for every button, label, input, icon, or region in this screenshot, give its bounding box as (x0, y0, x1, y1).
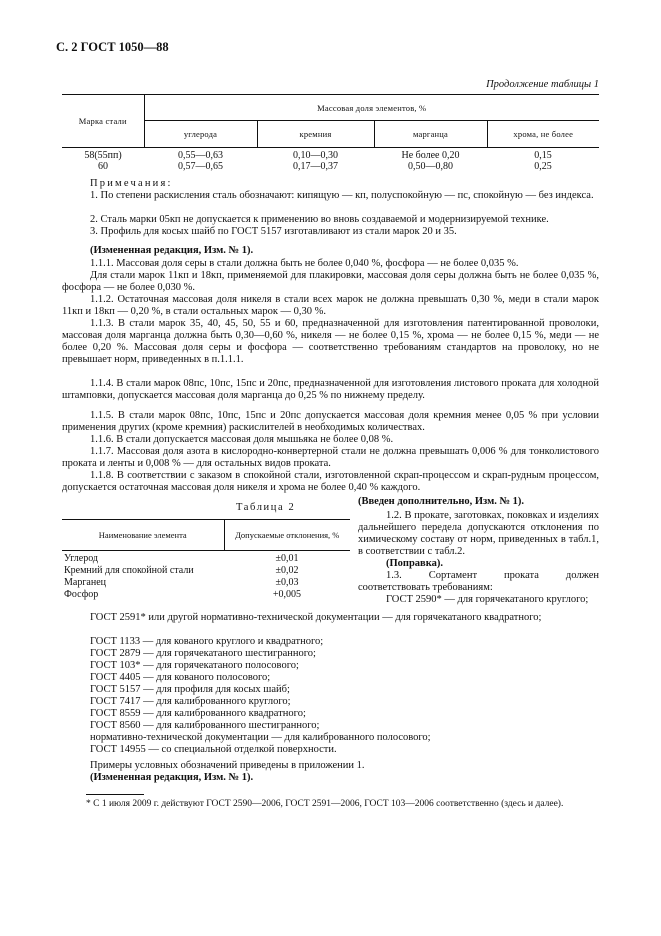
table-cell: +0,005 (272, 589, 302, 600)
table-1-header-manganese: марганца (374, 121, 487, 148)
table-1-header-group: Массовая доля элементов, % (144, 95, 599, 121)
clause-1-1-1: 1.1.1. Массовая доля серы в стали должна быть не более 0,040 %, фосфора — не более 0,035 %. (90, 258, 519, 269)
list-item: ГОСТ 103* — для горячекатаного полосового; (90, 660, 299, 671)
table-cell: 0,57—0,65 (178, 161, 223, 172)
table-cell: 0,17—0,37 (293, 161, 338, 172)
table-1-header-silicon: кремния (257, 121, 374, 148)
table-1-header-grade: Марка стали (62, 95, 144, 148)
table-row (62, 589, 350, 601)
note-1: 1. По степени раскисления сталь обозначают: кипящую — кп, полуспокойную — пс, спокойную — без индекса. (90, 190, 594, 201)
list-item: ГОСТ 2879 — для горячекатаного шестигранного; (90, 648, 316, 659)
table-cell: Углерод (64, 553, 99, 564)
table-row (62, 161, 599, 172)
table-cell: 60 (98, 161, 108, 172)
gost-2590-item: ГОСТ 2590* — для горячекатаного круглого; (386, 594, 589, 605)
footnote-divider (86, 794, 144, 795)
list-item: ГОСТ 7417 — для калиброванного круглого; (90, 696, 291, 707)
footnote: * С 1 июля 2009 г. действуют ГОСТ 2590—2006, ГОСТ 2591—2006, ГОСТ 103—2006 соответственно (здесь и далее). (86, 799, 564, 809)
gost-2591-item: ГОСТ 2591* или другой нормативно-технической документации — для горячекатаного квадратного; (90, 612, 542, 623)
table-row (62, 551, 350, 566)
notes-title: Примечания: (90, 178, 173, 189)
list-item: ГОСТ 1133 — для кованого круглого и квадратного; (90, 636, 324, 647)
revision-note: (Измененная редакция, Изм. № 1). (90, 245, 254, 256)
table-row (62, 148, 599, 162)
clause-1-1-4: 1.1.4. В стали марок 08пс, 10пс, 15пс и 20пс, предназначенной для изготовления листового проката для холодной штамповки, допускается массовая доля марганца до 0,25 % по нижнему пределу. (62, 378, 599, 401)
table-continuation-caption: Продолжение таблицы 1 (486, 79, 599, 90)
list-item: ГОСТ 8560 — для калиброванного шестигранного; (90, 720, 320, 731)
list-item: нормативно-технической документации — для калиброванного полосового; (90, 732, 431, 743)
clause-1-3: 1.3. Сортамент проката должен соответствовать требованиям: (358, 570, 599, 593)
table-2 (62, 519, 350, 601)
table-cell: Фосфор (64, 589, 99, 600)
clause-1-1-3: 1.1.3. В стали марок 35, 40, 45, 50, 55 и 60, предназначенной для изготовления патентированной проволоки, массовая доля марганца должна быть 0,30—0,60 %, никеля — не более 0,15 %, хрома — не более 0,15 %, меди — не более 0,20 %. Массовая доля серы и фосфора — соответственно требованиям стандартов на проволоку, но не превышает норм, приведенных в п.1.1.1. (62, 318, 599, 365)
table-1-header-chromium: хрома, не более (487, 121, 599, 148)
list-item: ГОСТ 5157 — для профиля для косых шайб; (90, 684, 290, 695)
clause-1-1-1-b: Для стали марок 11кп и 18кп, применяемой для плакировки, массовая доля серы должна быть не более 0,035 %, фосфора — не более 0,030 %. (62, 270, 599, 293)
table-cell: 58(55пп) (84, 150, 122, 161)
revision-note-2: (Измененная редакция, Изм. № 1). (90, 772, 254, 783)
clause-1-1-7: 1.1.7. Массовая доля азота в кислородно-конвертерной стали не должна превышать 0,006 % для тонколистового проката и ленты и 0,008 % — для остальных видов проката. (62, 446, 599, 469)
table-cell: 0,50—0,80 (408, 161, 453, 172)
table-cell: 0,15 (534, 150, 552, 161)
note-2: 2. Сталь марки 05кп не допускается к применению во вновь создаваемой и модернизируемой технике. (90, 214, 549, 225)
clause-1-1-5: 1.1.5. В стали марок 08пс, 10пс, 15пс и 20пс допускается массовая доля кремния менее 0,05 % при условии применения других (кроме кремния) раскислителей в необходимых количествах. (62, 410, 599, 433)
table-cell: Кремний для спокойной стали (64, 565, 194, 576)
table-cell: 0,25 (534, 161, 552, 172)
clause-1-1-2: 1.1.2. Остаточная массовая доля никеля в стали всех марок не должна превышать 0,30 %, меди в стали марок 11кп и 18кп — 0,20 %, в стали остальных марок — 0,30 %. (62, 294, 599, 317)
table-row (62, 577, 350, 589)
table-2-label: Таблица 2 (236, 502, 296, 513)
added-note: (Введен дополнительно, Изм. № 1). (358, 496, 525, 507)
table-cell: Не более 0,20 (401, 150, 460, 161)
list-item: ГОСТ 8559 — для калиброванного квадратного; (90, 708, 306, 719)
page-header: С. 2 ГОСТ 1050—88 (56, 40, 169, 54)
table-cell: ±0,02 (275, 565, 299, 576)
list-item: ГОСТ 14955 — со специальной отделкой поверхности. (90, 744, 337, 755)
table-1 (62, 94, 599, 172)
table-2-header-element: Наименование элемента (62, 520, 224, 551)
correction-note: (Поправка). (386, 558, 443, 569)
table-cell: 0,55—0,63 (178, 150, 223, 161)
clause-1-1-6: 1.1.6. В стали допускается массовая доля мышьяка не более 0,08 %. (90, 434, 394, 445)
table-cell: Марганец (64, 577, 107, 588)
list-item: Примеры условных обозначений приведены в приложении 1. (90, 760, 365, 771)
clause-1-1-8: 1.1.8. В соответствии с заказом в спокойной стали, изготовленной скрап-процессом и скрап-рудным процессом, допускается остаточная массовая доля никеля и хрома не более 0,40 % каждого. (62, 470, 599, 493)
table-2-header-deviation: Допускаемые отклонения, % (224, 520, 350, 551)
table-1-header-carbon: углерода (144, 121, 257, 148)
list-item: ГОСТ 4405 — для кованого полосового; (90, 672, 271, 683)
clause-1-2: 1.2. В прокате, заготовках, поковках и изделиях дальнейшего передела допускаются отклонения по химическому составу от норм, приведенных в табл.1, в соответствии с табл.2. (358, 510, 599, 557)
table-cell: 0,10—0,30 (293, 150, 338, 161)
table-row (62, 565, 350, 577)
table-cell: ±0,01 (275, 553, 299, 564)
note-3: 3. Профиль для косых шайб по ГОСТ 5157 изготавливают из стали марок 20 и 35. (90, 226, 457, 237)
table-cell: ±0,03 (275, 577, 299, 588)
